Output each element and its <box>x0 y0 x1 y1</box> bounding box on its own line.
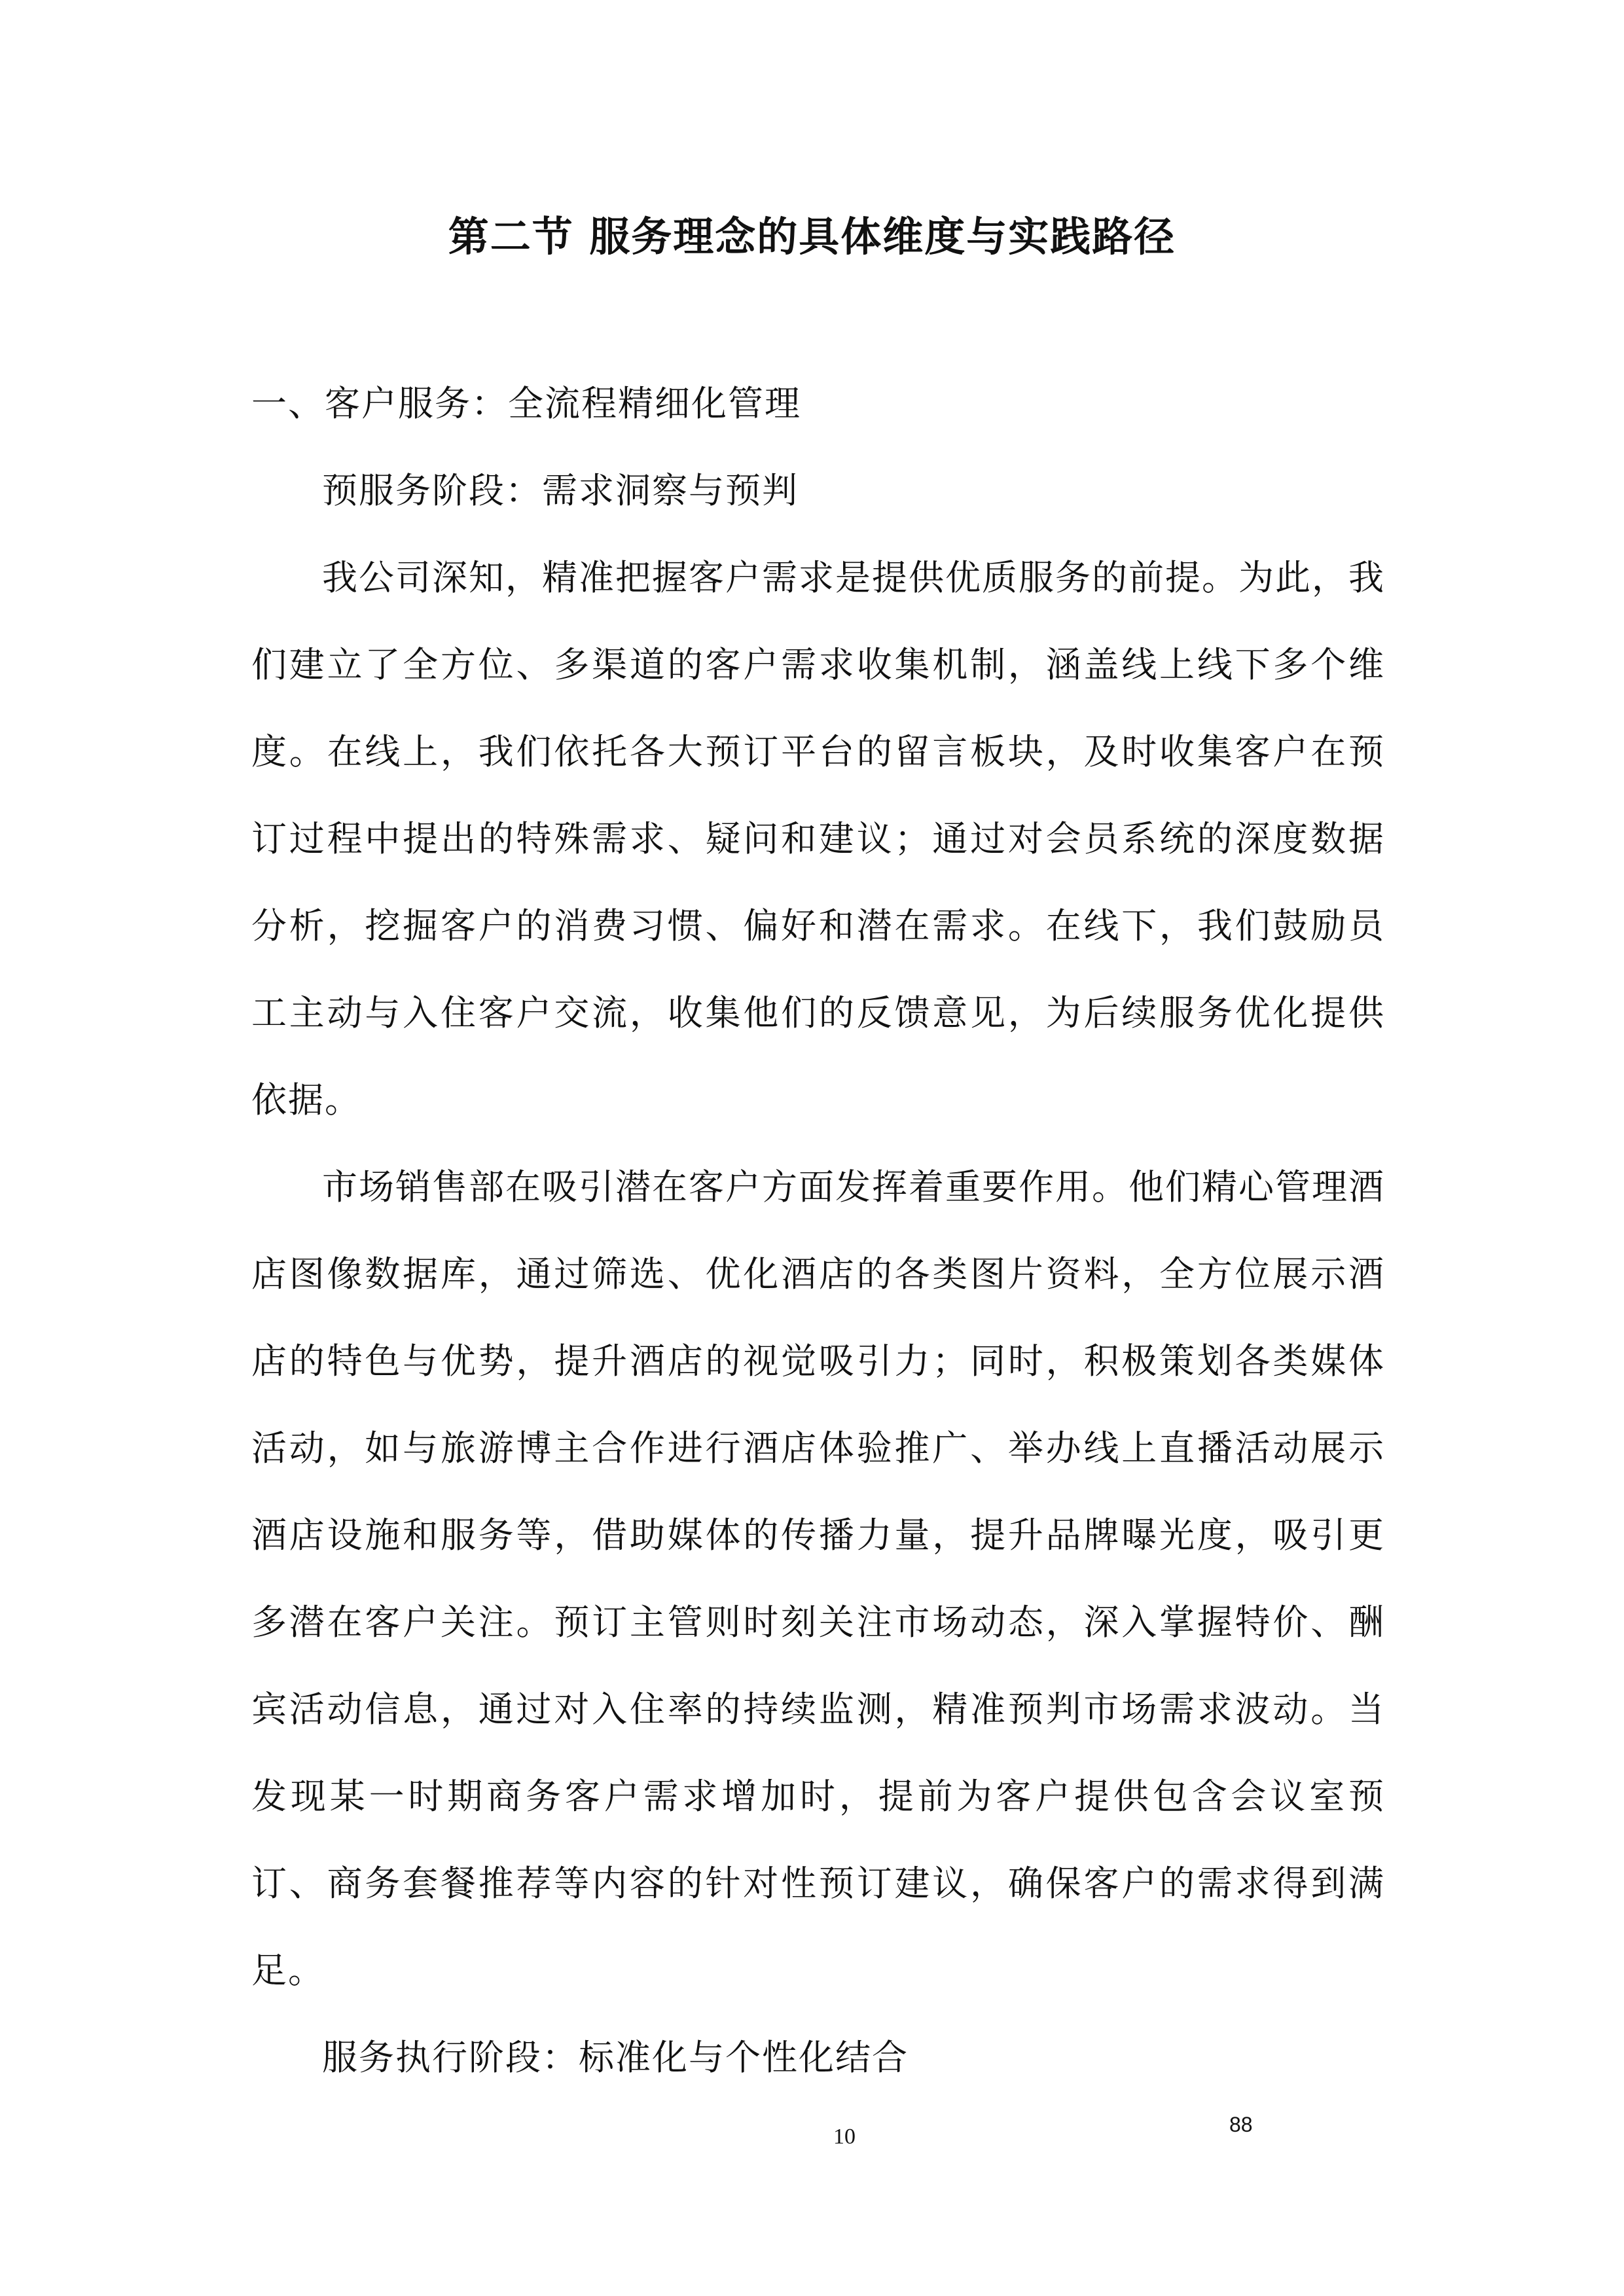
page-title: 第二节 服务理念的具体维度与实践路径 <box>448 213 1176 260</box>
paragraph-marketing: 市场销售部在吸引潜在客户方面发挥着重要作用。他们精心管理酒店图像数据库，通过筛选、优化酒店的各类图片资料，全方位展示酒店的特色与优势，提升酒店的视觉吸引力；同时，积极策划各类媒体活动，如与旅游博主合作进行酒店体验推广、举办线上直播活动展示酒店设施和服务等，借助媒体的传播力量，提升品牌曝光度，吸引更多潜在客户关注。预订主管则时刻关注市场动态，深入掌握特价、酬宾活动信息，通过对入住率的持续监测，精准预判市场需求波动。当发现某一时期商务客户需求增加时，提前为客户提供包含会议室预订、商务套餐推荐等内容的针对性预订建议，确保客户的需求得到满足。 <box>251 1166 1385 1991</box>
paragraph-customer-needs: 我公司深知，精准把握客户需求是提供优质服务的前提。为此，我们建立了全方位、多渠道的客户需求收集机制，涵盖线上线下多个维度。在线上，我们依托各大预订平台的留言板块，及时收集客户在预订过程中提出的特殊需求、疑问和建议；通过对会员系统的深度数据分析，挖掘客户的消费习惯、偏好和潜在需求。在线下，我们鼓励员工主动与入住客户交流，收集他们的反馈意见，为后续服务优化提供依据。 <box>251 557 1385 1121</box>
subheading-service-execution: 服务执行阶段：标准化与个性化结合 <box>322 2037 909 2078</box>
body-content <box>251 360 1385 2101</box>
page-number: 10 <box>833 2125 856 2149</box>
page-annotation: 88 <box>1229 2113 1253 2136</box>
subheading-pre-service: 预服务阶段：需求洞察与预判 <box>322 470 799 511</box>
section-heading: 一、客户服务：全流程精细化管理 <box>251 383 801 424</box>
